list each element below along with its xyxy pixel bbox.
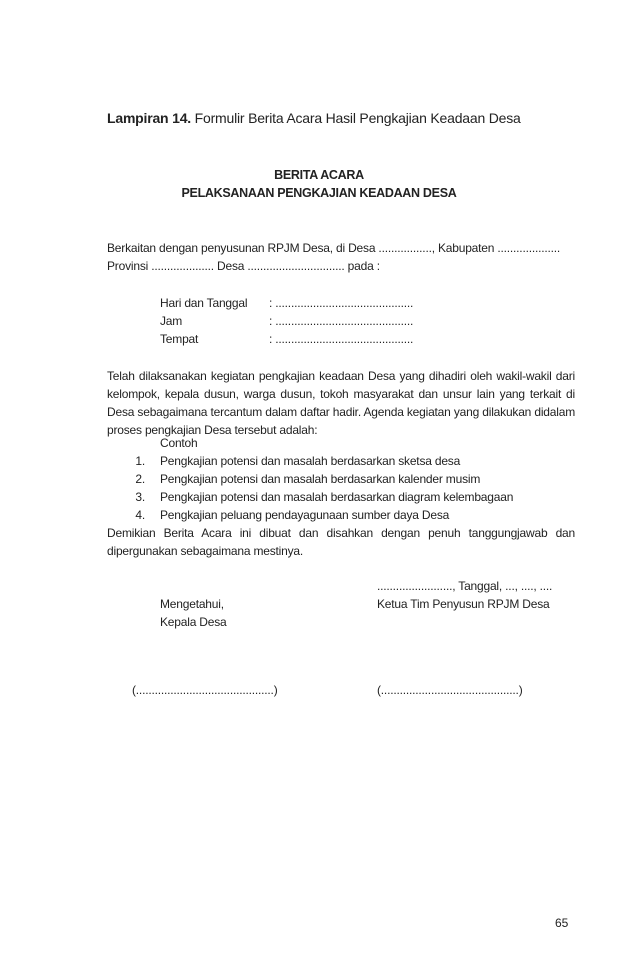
intro-line-2: Provinsi .................... Desa ............................... pada : <box>107 259 380 273</box>
detail-value-date: : ............................................ <box>269 296 414 310</box>
appendix-label: Lampiran 14. <box>107 110 191 126</box>
agenda-number: 2. <box>135 472 145 486</box>
signer-right-title: Ketua Tim Penyusun RPJM Desa <box>377 597 550 611</box>
detail-label-place: Tempat <box>160 332 199 346</box>
example-label: Contoh <box>160 436 198 450</box>
place-date-line: ........................, Tanggal, ..., ...., .... <box>377 579 553 593</box>
agenda-number: 4. <box>135 508 145 522</box>
signer-left-title: Mengetahui, <box>160 597 224 611</box>
closing-paragraph: Demikian Berita Acara ini dibuat dan disahkan dengan penuh tanggungjawab dan dipergunakan sebagaimana mestinya. <box>107 526 575 558</box>
agenda-item: Pengkajian potensi dan masalah berdasarkan kalender musim <box>160 472 481 486</box>
document-title: BERITA ACARA <box>274 168 364 182</box>
signer-left-name-blank: (............................................) <box>132 683 278 697</box>
detail-value-time: : ............................................ <box>269 314 414 328</box>
agenda-number: 1. <box>135 454 145 468</box>
page-number: 65 <box>555 916 569 930</box>
detail-label-time: Jam <box>160 314 183 328</box>
agenda-item: Pengkajian peluang pendayagunaan sumber daya Desa <box>160 508 450 522</box>
page-heading <box>107 109 521 127</box>
detail-label-date: Hari dan Tanggal <box>160 296 248 310</box>
signer-left-position: Kepala Desa <box>160 615 227 629</box>
document-subtitle: PELAKSANAAN PENGKAJIAN KEADAAN DESA <box>181 186 457 200</box>
agenda-number: 3. <box>135 490 145 504</box>
agenda-item: Pengkajian potensi dan masalah berdasarkan sketsa desa <box>160 454 461 468</box>
detail-value-place: : ............................................ <box>269 332 414 346</box>
signer-right-name-blank: (............................................) <box>377 683 523 697</box>
agenda-item: Pengkajian potensi dan masalah berdasarkan diagram kelembagaan <box>160 490 514 504</box>
appendix-title: Formulir Berita Acara Hasil Pengkajian Keadaan Desa <box>190 110 521 126</box>
intro-line-1: Berkaitan dengan penyusunan RPJM Desa, di Desa ................., Kabupaten .................... <box>107 241 561 255</box>
body-paragraph: Telah dilaksanakan kegiatan pengkajian keadaan Desa yang dihadiri oleh wakil-wakil dari kelompok, kepala dusun, warga dusun, tokoh masyarakat dan unsur lain yang terkait di Desa sebagaimana tercantum dalam daftar hadir. Agenda kegiatan yang dilakukan didalam proses pengkajian Desa tersebut adalah: <box>107 369 575 437</box>
